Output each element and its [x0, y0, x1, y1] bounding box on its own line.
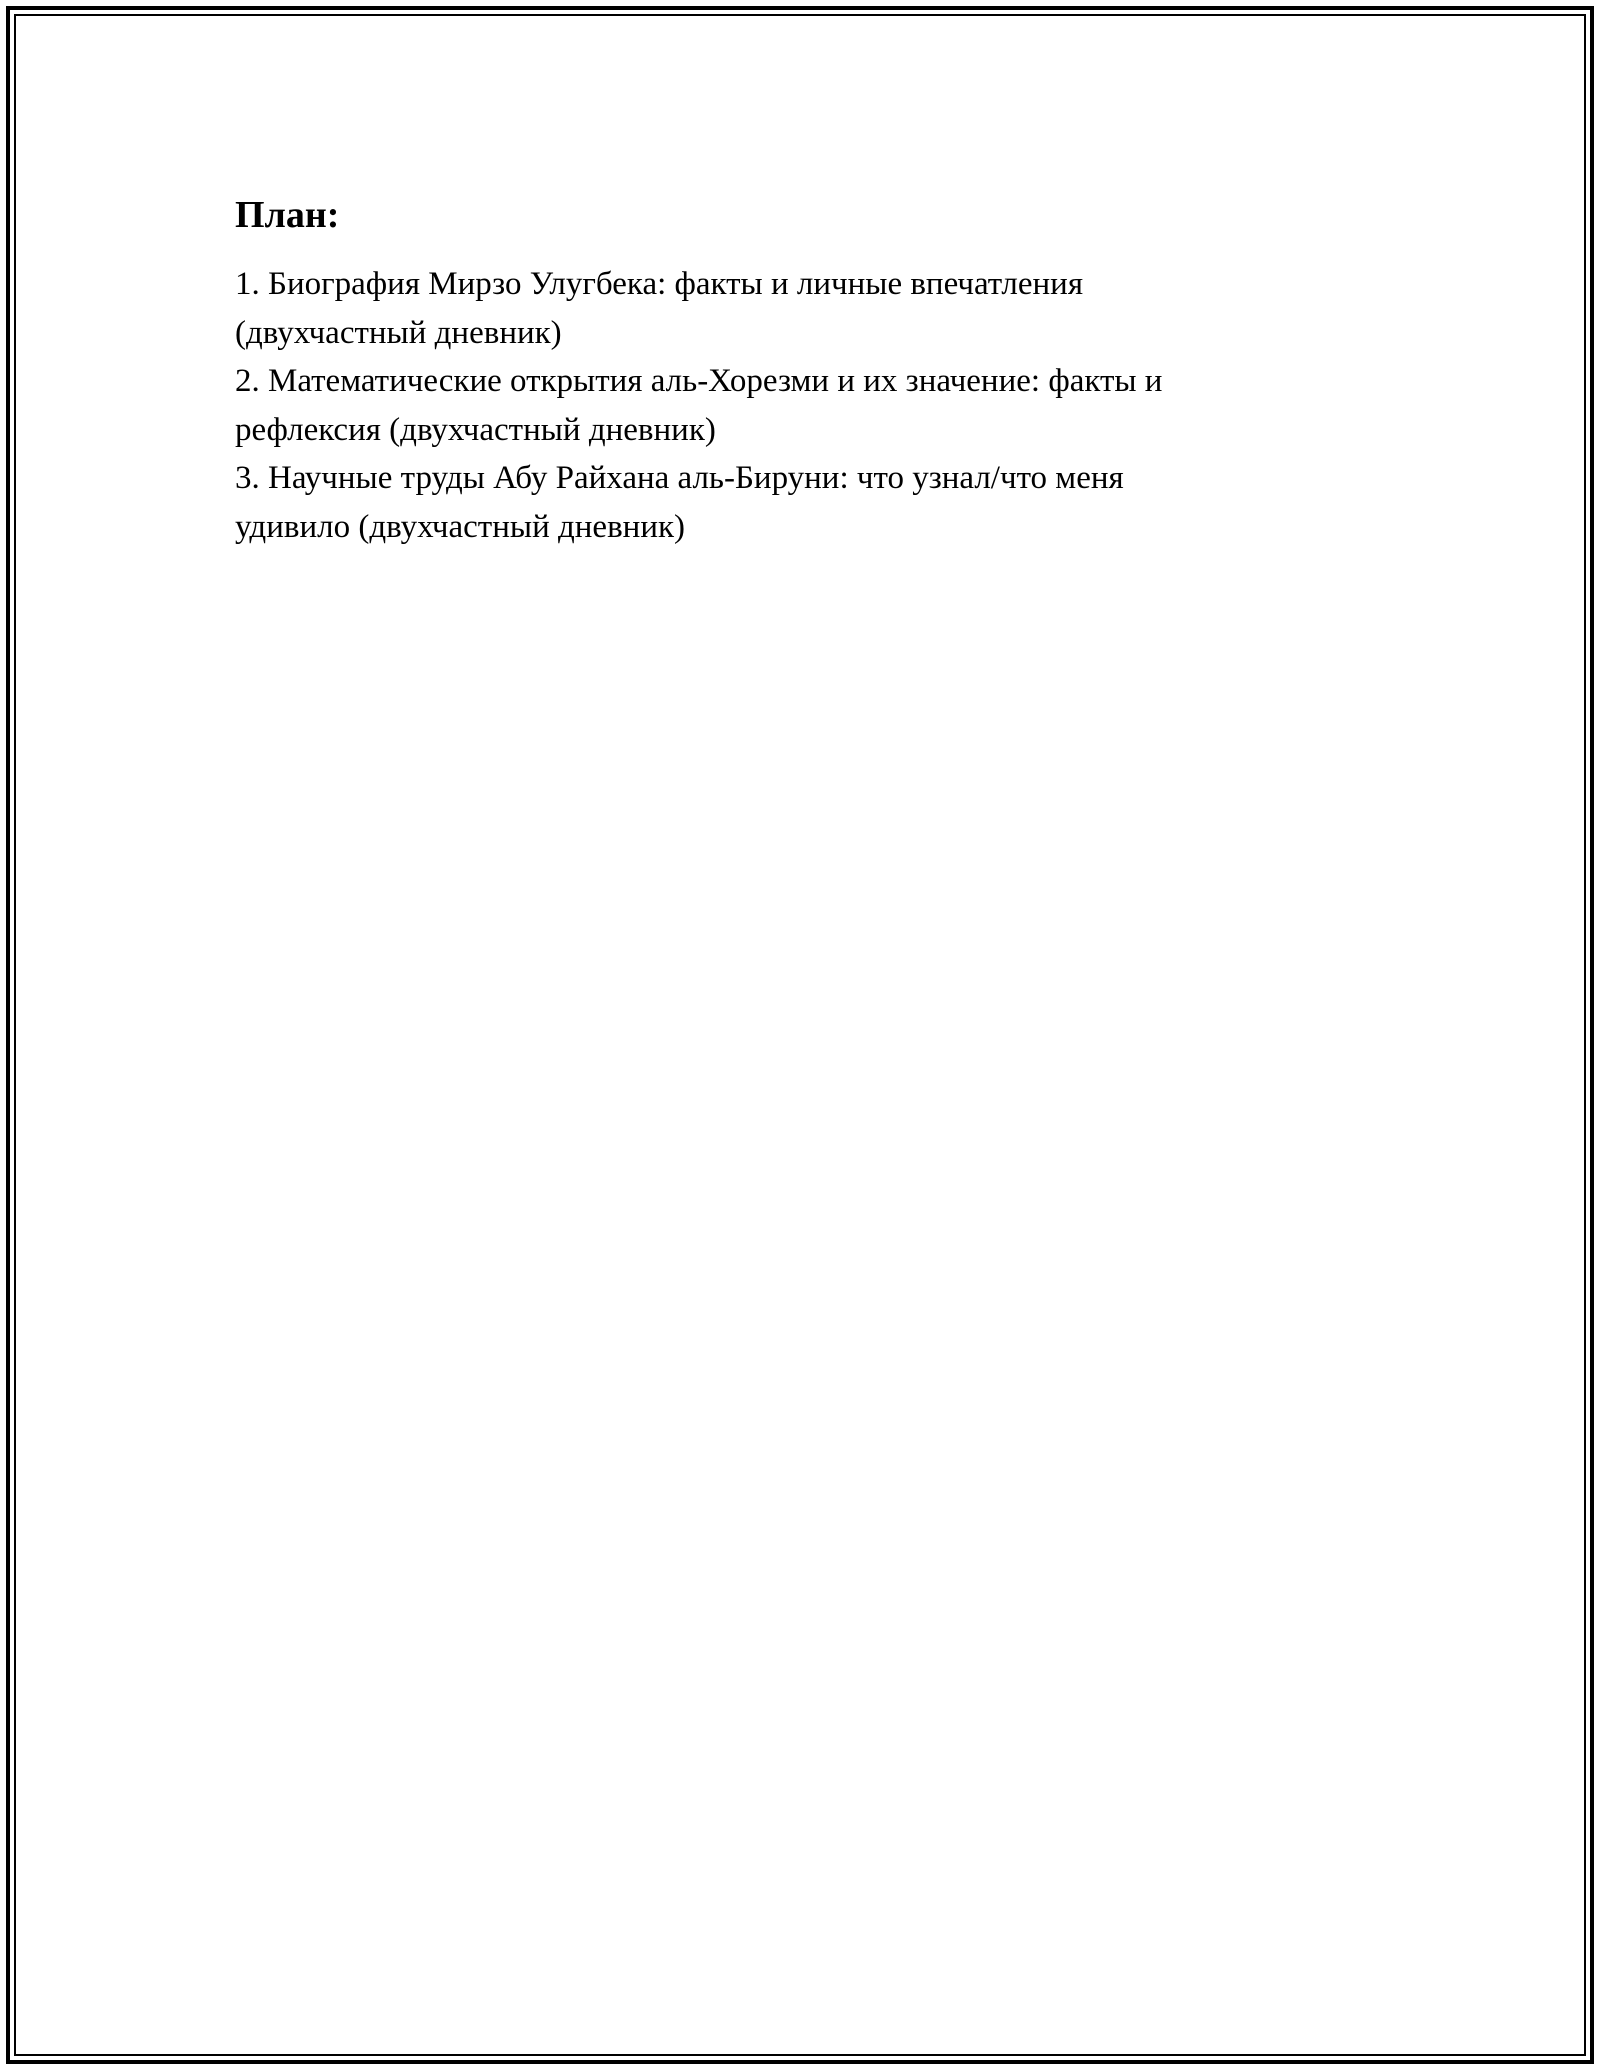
- plan-list: [235, 260, 1375, 551]
- document-content: [235, 184, 1375, 551]
- plan-item-2: [235, 357, 1375, 454]
- plan-item-2-line-2: рефлексия (двухчастный дневник): [235, 411, 716, 448]
- plan-item-3-line-2: удивило (двухчастный дневник): [235, 508, 685, 545]
- plan-item-2-line-1: 2. Математические открытия аль-Хорезми и их значение: факты и: [235, 363, 1163, 399]
- plan-item-3-line-1: 3. Научные труды Абу Райхана аль-Бируни: что узнал/что меня: [235, 460, 1124, 496]
- plan-item-1-line-1: 1. Биография Мирзо Улугбека: факты и личные впечатления: [235, 266, 1084, 302]
- plan-item-1: [235, 260, 1375, 357]
- plan-item-3: [235, 454, 1375, 551]
- plan-item-1-line-2: (двухчастный дневник): [235, 314, 562, 351]
- plan-heading: План:: [235, 194, 340, 236]
